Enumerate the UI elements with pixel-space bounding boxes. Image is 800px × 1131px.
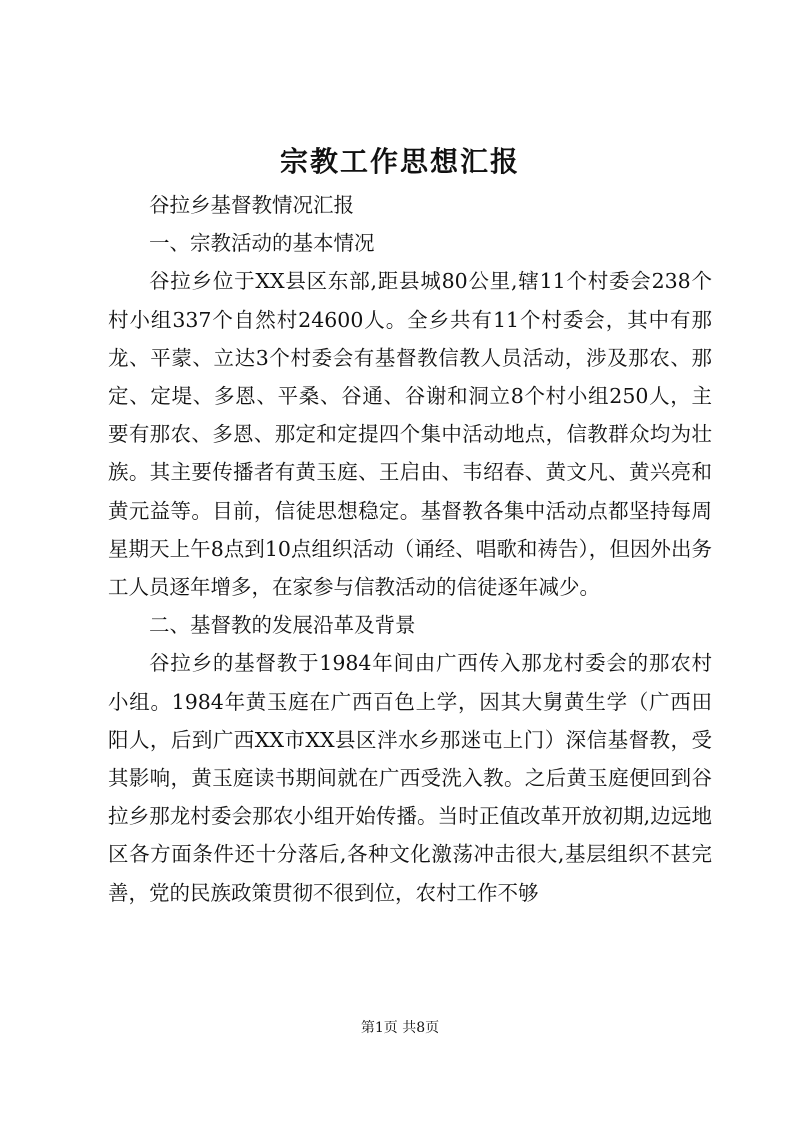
page-number-footer: 第1页 共8页 — [360, 1020, 440, 1036]
body-paragraph: 谷拉乡位于XX县区东部,距县城80公里,辖11个村委会238个村小组337个自然村24600人。全乡共有11个村委会，其中有那龙、平蒙、立达3个村委会有基督教信教人员活动，涉及那农、那定、定堤、多恩、平桑、谷通、谷谢和洞立8个村小组250人，主要有那农、多恩、那定和定提四个集中活动地点，信教群众均为壮族。其主要传播者有黄玉庭、王启由、韦绍春、黄文凡、黄兴亮和黄元益等。目前，信徒思想稳定。基督教各集中活动点都坚持每周星期天上午8点到10点组织活动（诵经、唱歌和祷告），但因外出务工人员逐年增多，在家参与信教活动的信徒逐年减少。 — [108, 269, 712, 600]
document-body — [108, 186, 712, 912]
body-paragraph: 谷拉乡的基督教于1984年间由广西传入那龙村委会的那农村小组。1984年黄玉庭在广西百色上学，因其大舅黄生学（广西田阳人，后到广西XX市XX县区泮水乡那迷屯上门）深信基督教，受其影响，黄玉庭读书期间就在广西受洗入教。之后黄玉庭便回到谷拉乡那龙村委会那农小组开始传播。当时正值改革开放初期,边远地区各方面条件还十分落后,各种文化激荡冲击很大,基层组织不甚完善，党的民族政策贯彻不很到位，农村工作不够 — [108, 651, 712, 905]
subtitle-paragraph: 谷拉乡基督教情况汇报 — [149, 193, 354, 217]
section-heading-1: 一、宗教活动的基本情况 — [149, 231, 375, 256]
document-title: 宗教工作思想汇报 — [279, 145, 520, 178]
section-heading-2: 二、基督教的发展沿革及背景 — [149, 613, 416, 638]
